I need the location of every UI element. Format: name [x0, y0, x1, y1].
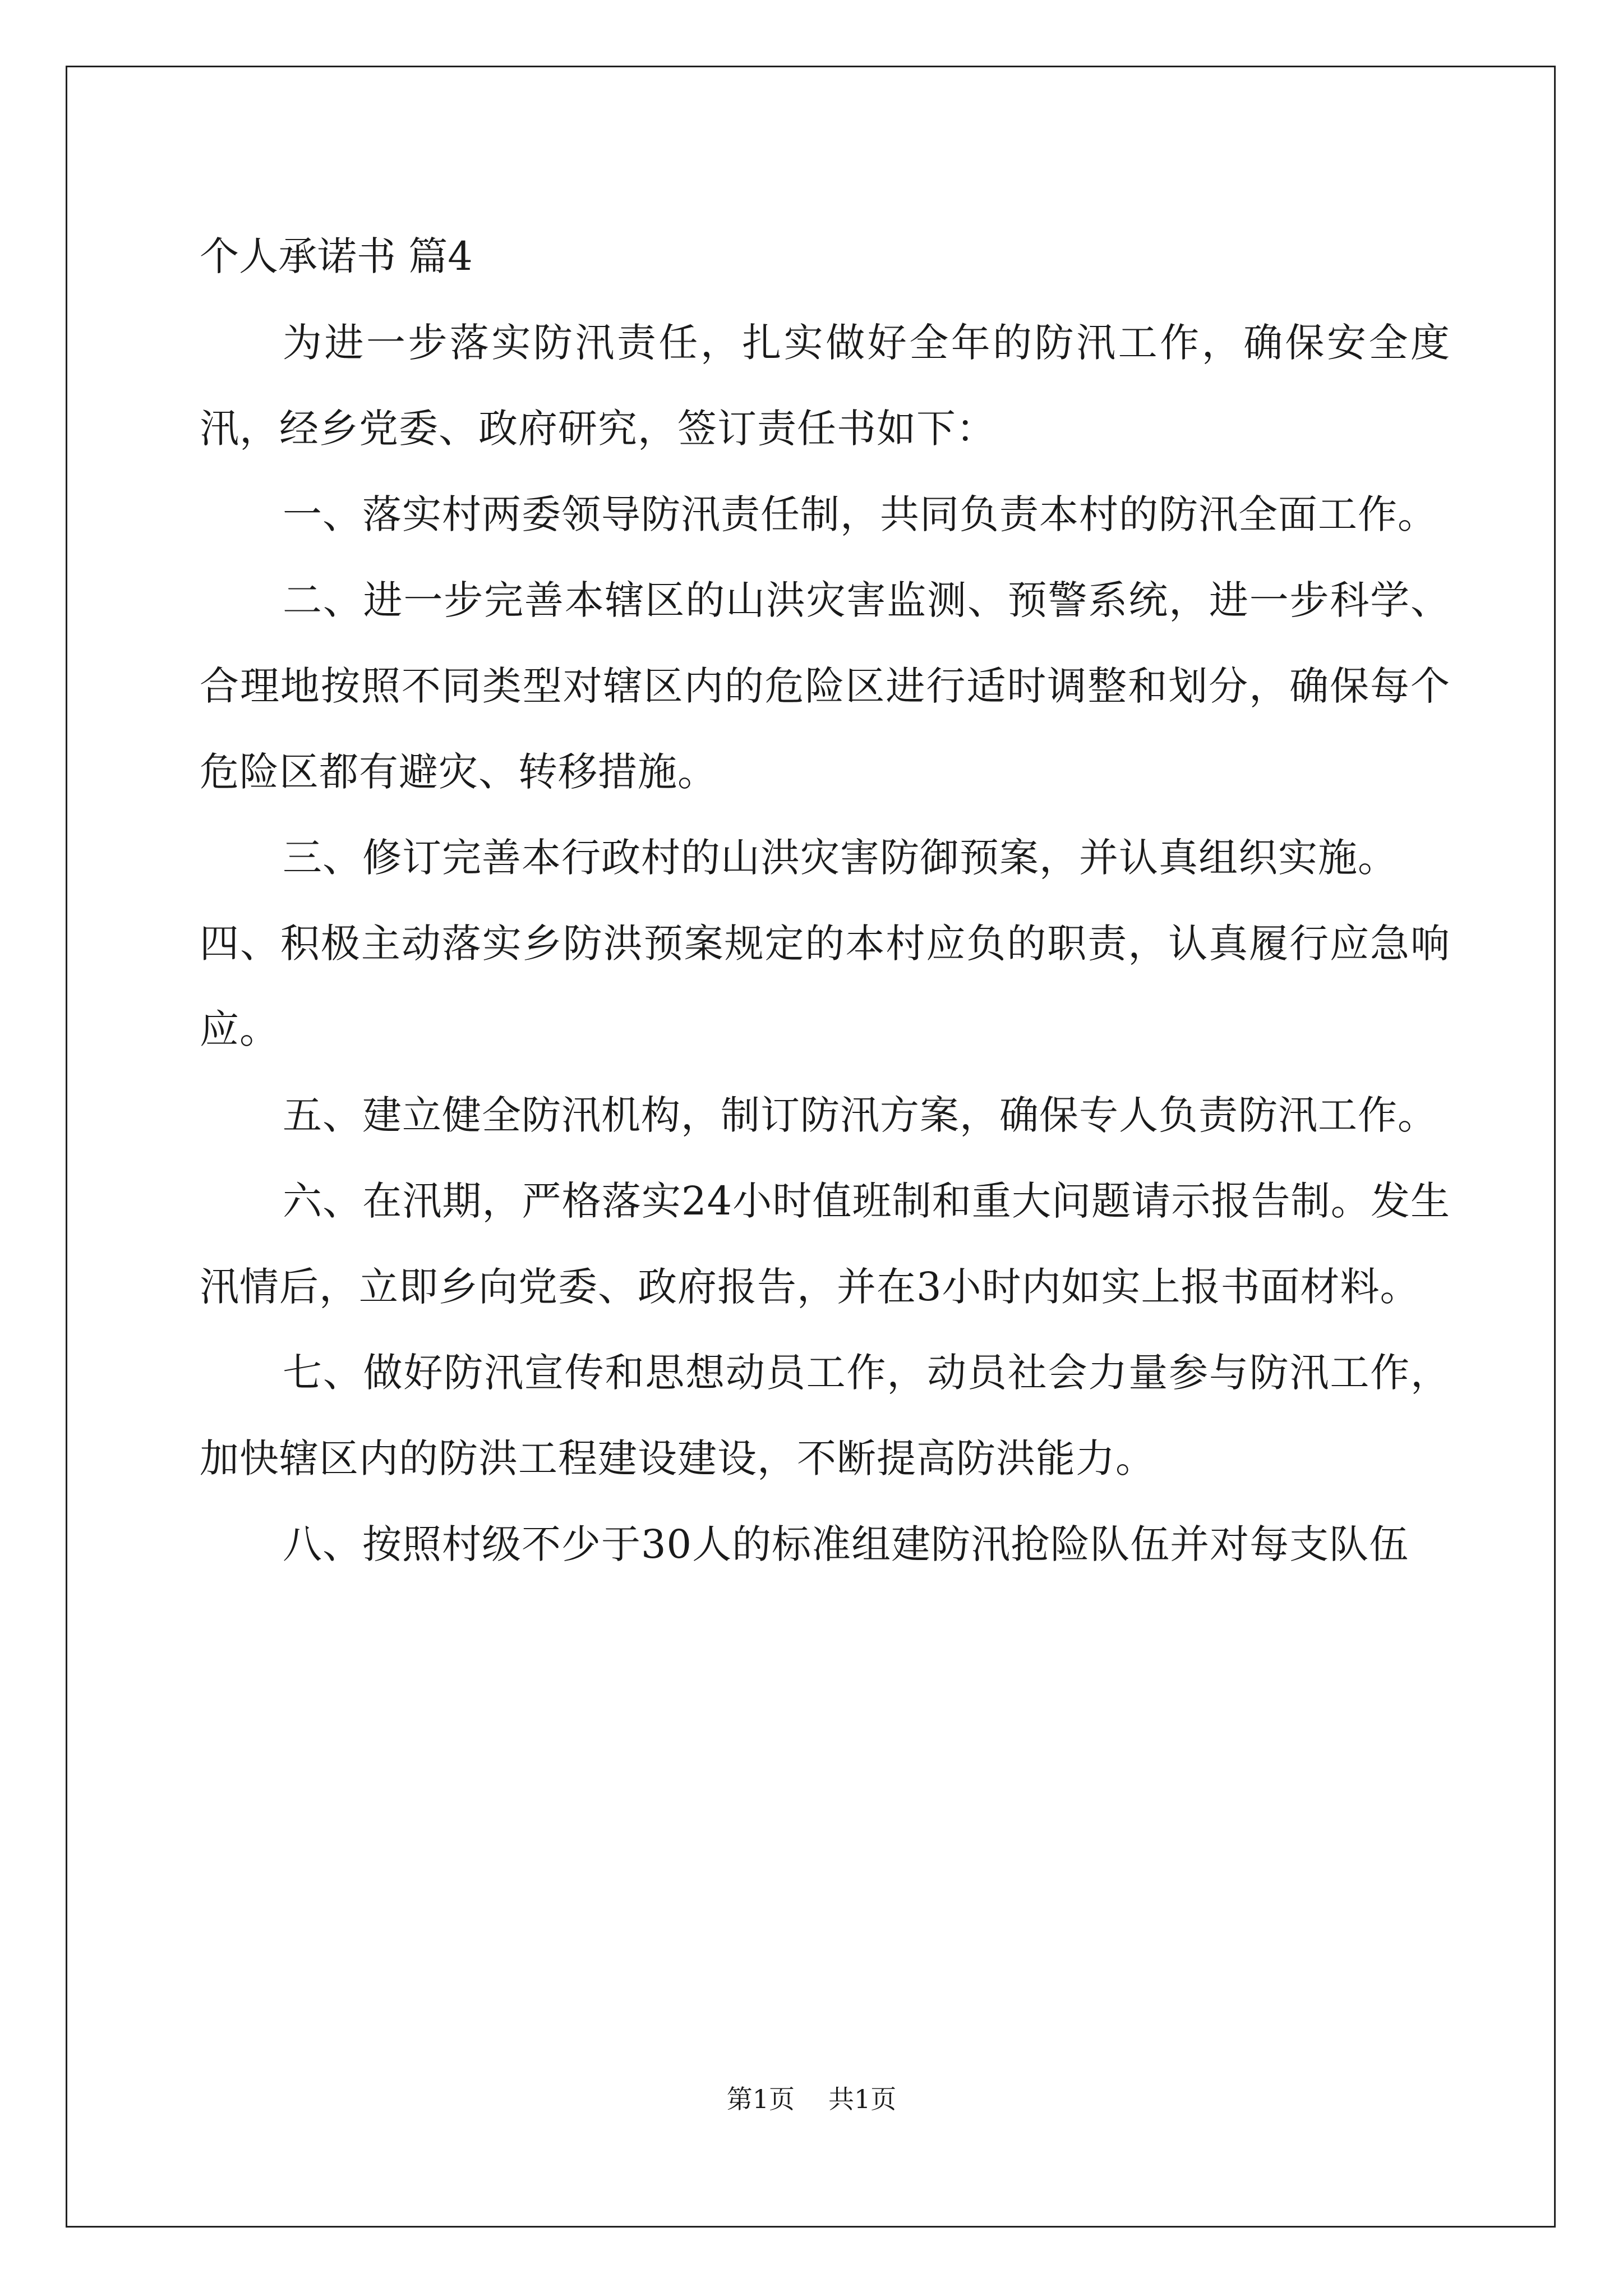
page-footer	[0, 2082, 1623, 2116]
paragraph: 六、在汛期，严格落实24小时值班制和重大问题请示报告制。发生汛情后，立即乡向党委、政府报告，并在3小时内如实上报书面材料。	[200, 1178, 1450, 1310]
paragraph: 四、积极主动落实乡防洪预案规定的本村应负的职责，认真履行应急响应。	[200, 921, 1450, 1052]
document-body	[200, 213, 1450, 1588]
paragraph: 为进一步落实防汛责任，扎实做好全年的防汛工作，确保安全度汛，经乡党委、政府研究，签订责任书如下：	[200, 320, 1450, 452]
paragraph: 三、修订完善本行政村的山洪灾害防御预案，并认真组织实施。	[283, 835, 1398, 881]
paragraph: 七、做好防汛宣传和思想动员工作，动员社会力量参与防汛工作，加快辖区内的防洪工程建设建设，不断提高防洪能力。	[200, 1350, 1450, 1481]
paragraph: 八、按照村级不少于30人的标准组建防汛抢险队伍并对每支队伍	[283, 1521, 1409, 1567]
paragraph-list	[200, 300, 1450, 1588]
paragraph: 一、落实村两委领导防汛责任制，共同负责本村的防汛全面工作。	[283, 491, 1437, 537]
page-number: 第1页	[726, 2084, 795, 2114]
document-title: 个人承诺书 篇4	[200, 233, 473, 279]
paragraph: 二、进一步完善本辖区的山洪灾害监测、预警系统，进一步科学、合理地按照不同类型对辖区内的危险区进行适时调整和划分，确保每个危险区都有避灾、转移措施。	[200, 577, 1450, 795]
paragraph: 五、建立健全防汛机构，制订防汛方案，确保专人负责防汛工作。	[283, 1092, 1437, 1138]
page-total: 共1页	[828, 2084, 897, 2114]
